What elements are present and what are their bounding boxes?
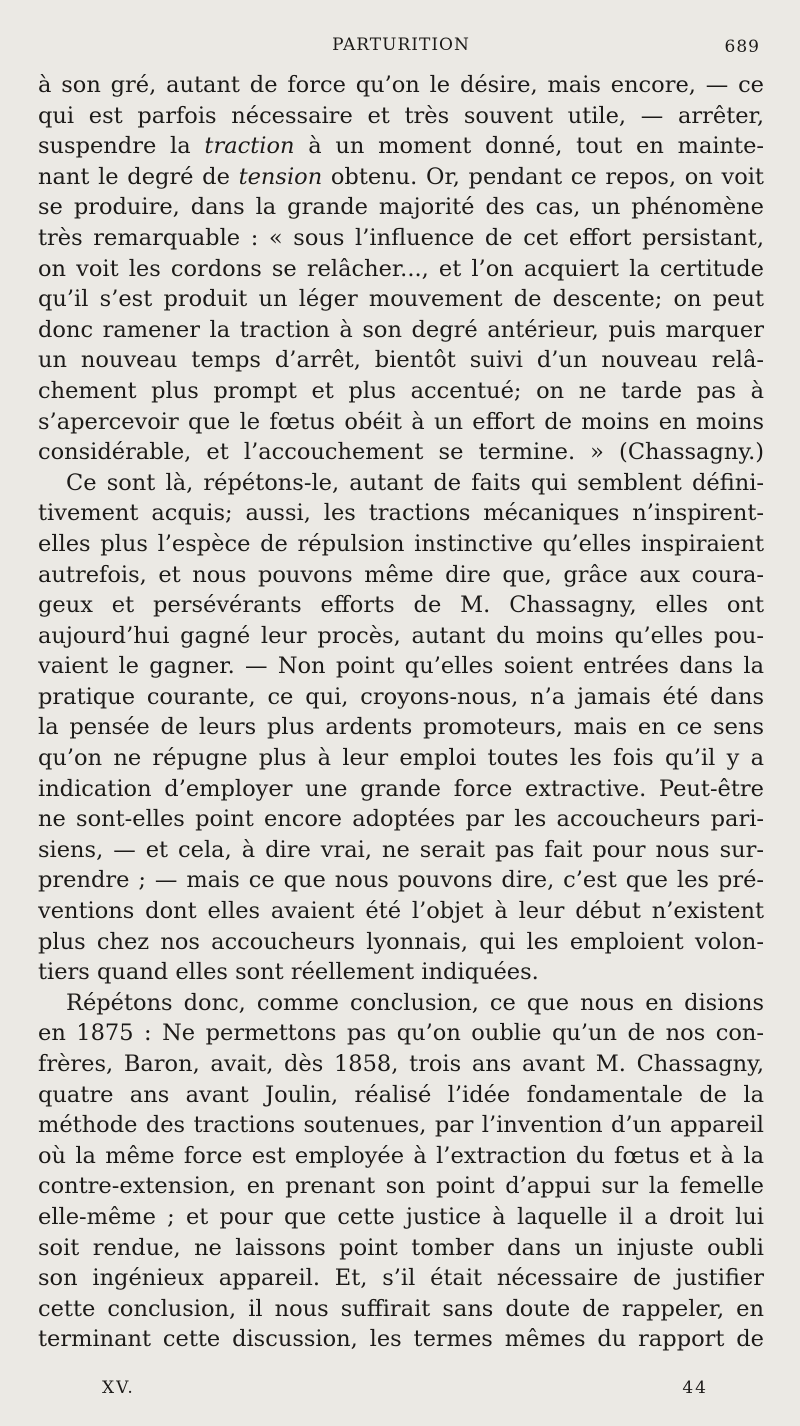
text-line xyxy=(38,407,764,438)
text-line xyxy=(38,804,764,835)
text-segment: indication d’employer une grande force extractive. Peut-être xyxy=(38,775,764,802)
text-segment: suspendre la xyxy=(38,133,205,160)
text-segment: Répétons donc, comme conclusion, ce que nous en disions xyxy=(66,989,764,1016)
text-segment: très remarquable : « sous l’influence de cet effort persistant, xyxy=(38,224,764,251)
text-segment: plus chez nos accoucheurs lyonnais, qui les emploient volon- xyxy=(38,928,764,955)
text-line xyxy=(38,1018,764,1049)
text-segment: tivement acquis; aussi, les tractions mécaniques n’inspirent- xyxy=(38,500,764,527)
text-line xyxy=(38,131,764,162)
text-segment: un nouveau temps d’arrêt, bientôt suivi d’un nouveau relâ- xyxy=(38,347,764,374)
text-segment: contre-extension, en prenant son point d’appui sur la femelle xyxy=(38,1173,764,1200)
text-segment: ne sont-elles point encore adoptées par les accoucheurs pari- xyxy=(38,806,764,833)
text-segment: elle-même ; et pour que cette justice à laquelle il a droit lui xyxy=(38,1203,764,1230)
running-head xyxy=(38,35,764,59)
text-segment: cette conclusion, il nous suffirait sans doute de rappeler, en xyxy=(38,1295,764,1322)
text-line xyxy=(38,70,764,101)
text-line xyxy=(38,345,764,376)
text-segment: son ingénieux appareil. Et, s’il était nécessaire de justifier xyxy=(38,1265,764,1292)
text-segment: Ce sont là, répétons-le, autant de faits qui semblent défini- xyxy=(66,469,764,496)
text-line xyxy=(38,101,764,132)
text-segment: prendre ; — mais ce que nous pouvons dire, c’est que les pré- xyxy=(38,867,764,894)
italic-term: traction xyxy=(204,133,295,160)
text-segment: qu’on ne répugne plus à leur emploi toutes les fois qu’il y a xyxy=(38,745,764,772)
signature-mark: XV. xyxy=(102,1378,135,1398)
text-line xyxy=(38,712,764,743)
text-line xyxy=(38,651,764,682)
text-segment: pratique courante, ce qui, croyons-nous, n’a jamais été dans xyxy=(38,683,764,710)
text-segment: à un moment donné, tout en mainte- xyxy=(294,133,764,160)
text-line xyxy=(38,1263,764,1294)
text-line xyxy=(38,254,764,285)
text-segment: se produire, dans la grande majorité des cas, un phénomène xyxy=(38,194,764,221)
text-segment: où la même force est employée à l’extraction du fœtus et à la xyxy=(38,1142,764,1169)
text-segment: aujourd’hui gagné leur procès, autant du moins qu’elles pou- xyxy=(38,622,764,649)
text-line xyxy=(38,498,764,529)
text-line xyxy=(38,835,764,866)
text-line xyxy=(38,1141,764,1172)
text-segment: considérable, et l’accouchement se termine. » (Chassagny.) xyxy=(38,439,764,466)
text-segment: on voit les cordons se relâcher..., et l’on acquiert la certitude xyxy=(38,255,764,282)
text-line xyxy=(38,284,764,315)
text-line xyxy=(38,162,764,193)
text-line xyxy=(38,223,764,254)
text-line xyxy=(38,774,764,805)
text-line xyxy=(38,315,764,346)
text-line xyxy=(38,682,764,713)
text-segment: quatre ans avant Joulin, réalisé l’idée fondamentale de la xyxy=(38,1081,764,1108)
text-line xyxy=(38,1049,764,1080)
text-segment: autrefois, et nous pouvons même dire que, grâce aux coura- xyxy=(38,561,764,588)
text-segment: la pensée de leurs plus ardents promoteurs, mais en ce sens xyxy=(38,714,764,741)
text-segment: donc ramener la traction à son degré antérieur, puis marquer xyxy=(38,316,764,343)
text-segment: obtenu. Or, pendant ce repos, on voit xyxy=(322,163,764,190)
text-segment: terminant cette discussion, les termes mêmes du rapport de xyxy=(38,1326,764,1353)
text-segment: à son gré, autant de force qu’on le désire, mais encore, — ce xyxy=(38,72,764,98)
running-title: PARTURITION xyxy=(332,35,470,55)
text-line xyxy=(38,590,764,621)
page-footer xyxy=(102,1378,708,1402)
text-line xyxy=(38,865,764,896)
text-line xyxy=(38,529,764,560)
text-segment: vaient le gagner. — Non point qu’elles soient entrées dans la xyxy=(38,653,764,680)
text-line xyxy=(38,743,764,774)
text-segment: chement plus prompt et plus accentué; on ne tarde pas à xyxy=(38,377,764,404)
text-line xyxy=(38,988,764,1019)
text-segment: qu’il s’est produit un léger mouvement de descente; on peut xyxy=(38,286,764,313)
text-segment: soit rendue, ne laissons point tomber dans un injuste oubli xyxy=(38,1234,764,1261)
italic-term: tension xyxy=(238,163,323,190)
text-line xyxy=(38,896,764,927)
text-line xyxy=(38,1110,764,1141)
text-line xyxy=(38,1324,764,1355)
text-line xyxy=(38,1294,764,1325)
text-line xyxy=(38,1233,764,1264)
text-segment: en 1875 : Ne permettons pas qu’on oublie qu’un de nos con- xyxy=(38,1020,764,1047)
text-segment: méthode des tractions soutenues, par l’invention d’un appareil xyxy=(38,1112,764,1139)
text-segment: ventions dont elles avaient été l’objet à leur début n’existent xyxy=(38,898,764,925)
sheet-number: 44 xyxy=(682,1378,708,1398)
text-segment: elles plus l’espèce de répulsion instinctive qu’elles inspiraient xyxy=(38,530,764,557)
text-line xyxy=(38,1171,764,1202)
text-segment: s’apercevoir que le fœtus obéit à un effort de moins en moins xyxy=(38,408,764,435)
text-segment: tiers quand elles sont réellement indiquées. xyxy=(38,959,539,986)
text-line xyxy=(38,1202,764,1233)
text-segment: siens, — et cela, à dire vrai, ne serait pas fait pour nous sur- xyxy=(38,836,764,863)
text-line xyxy=(38,468,764,499)
text-line xyxy=(38,621,764,652)
text-line xyxy=(38,376,764,407)
text-segment: geux et persévérants efforts de M. Chassagny, elles ont xyxy=(38,592,764,619)
text-line xyxy=(38,560,764,591)
text-segment: nant le degré de xyxy=(38,163,239,190)
text-line xyxy=(38,1080,764,1111)
body-text xyxy=(38,70,764,1355)
text-line xyxy=(38,927,764,958)
page-number: 689 xyxy=(724,37,760,57)
text-line xyxy=(38,957,764,988)
text-line xyxy=(38,437,764,468)
text-line xyxy=(38,192,764,223)
text-segment: qui est parfois nécessaire et très souvent utile, — arrêter, xyxy=(38,102,764,129)
text-segment: frères, Baron, avait, dès 1858, trois ans avant M. Chassagny, xyxy=(38,1051,764,1077)
